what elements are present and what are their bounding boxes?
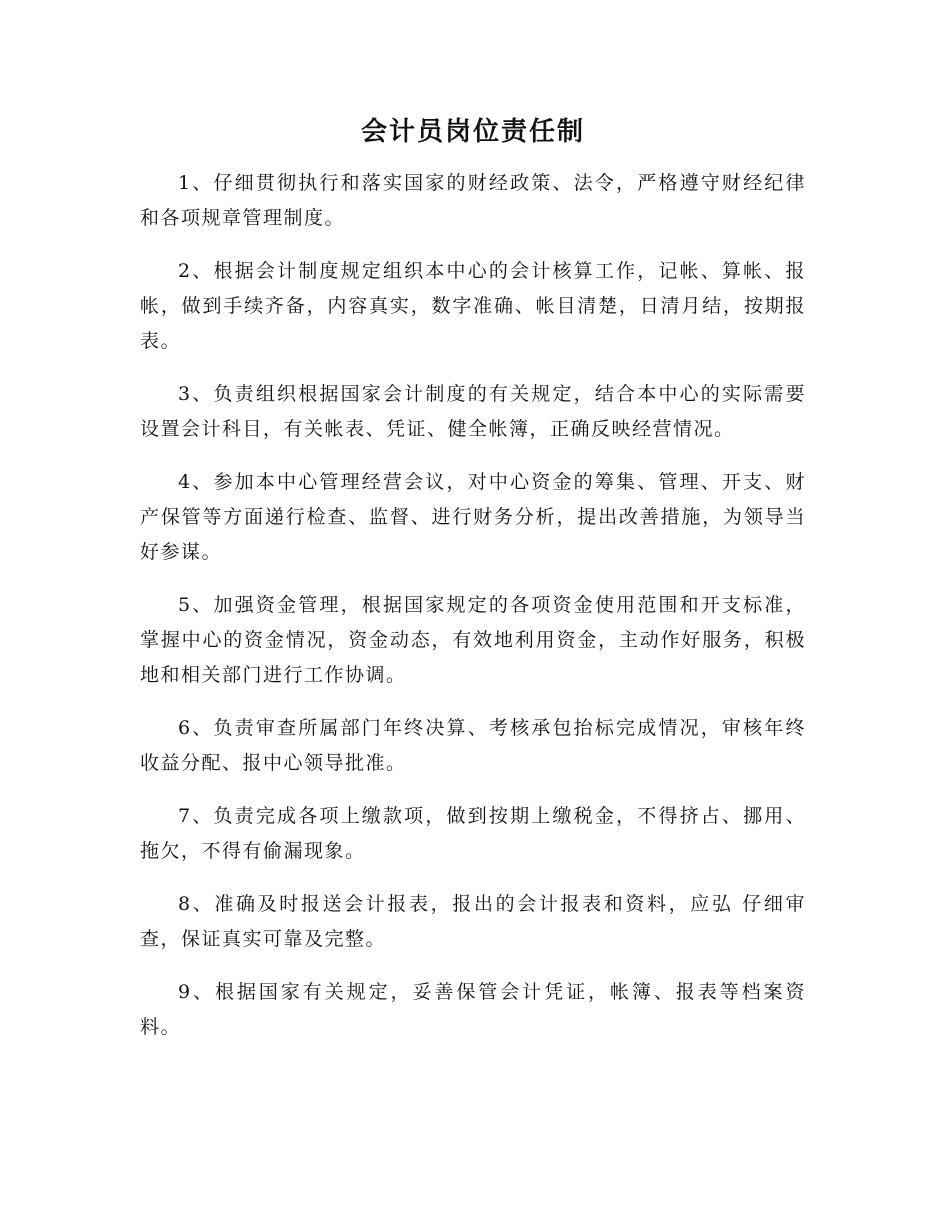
clause-6: 6、负责审查所属部门年终决算、考核承包抬标完成情况，审核年终收益分配、报中心领导批准。 [140, 717, 806, 774]
document-title: 会计员岗位责任制 [360, 117, 585, 147]
clause-9: 9、根据国家有关规定，妥善保管会计凭证，帐簿、报表等档案资料。 [140, 981, 806, 1038]
clause-3: 3、负责组织根据国家会计制度的有关规定，结合本中心的实际需要设置会计科目，有关帐表、凭证、健全帐簿，正确反映经营情况。 [140, 383, 806, 440]
clause-4: 4、参加本中心管理经营会议，对中心资金的筹集、管理、开支、财产保管等方面递行检查、监督、进行财务分析，提出改善措施，为领导当好参谋。 [140, 471, 806, 563]
clause-7: 7、负责完成各项上缴款项，做到按期上缴税金，不得挤占、挪用、拖欠，不得有偷漏现象。 [140, 805, 806, 862]
clause-8: 8、准确及时报送会计报表，报出的会计报表和资料，应弘 仔细审查，保证真实可靠及完整。 [140, 893, 806, 950]
clause-5: 5、加强资金管理，根据国家规定的各项资金使用范围和开支标准，掌握中心的资金情况，资金动态，有效地利用资金，主动作好服务，积极地和相关部门进行工作协调。 [140, 594, 806, 686]
document-page [140, 112, 806, 1063]
clause-1: 1、仔细贯彻执行和落实国家的财经政策、法令，严格遵守财经纪律和各项规章管理制度。 [140, 172, 806, 229]
clause-2: 2、根据会计制度规定组织本中心的会计核算工作，记帐、算帐、报帐，做到手续齐备，内容真实，数字准确、帐目清楚，日清月结，按期报表。 [140, 260, 806, 352]
